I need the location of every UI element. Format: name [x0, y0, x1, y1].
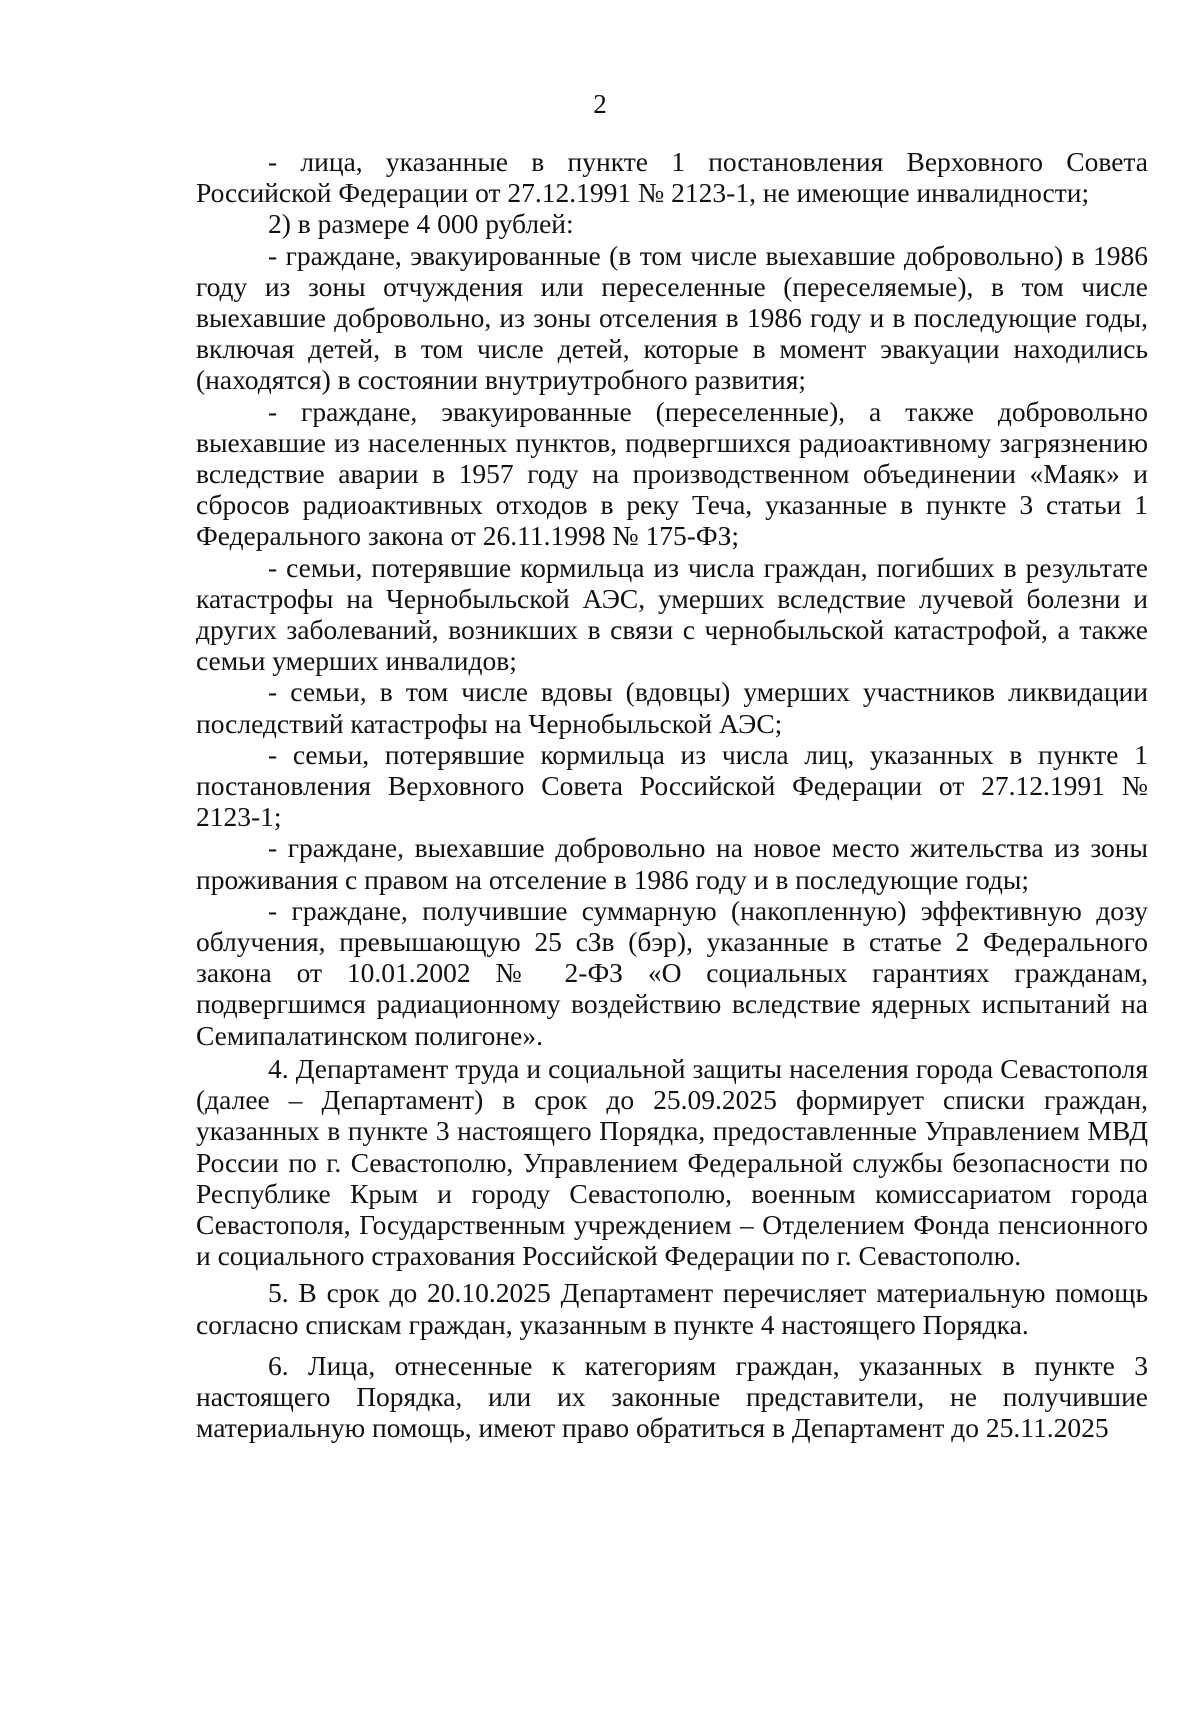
paragraph-point-6: 6. Лица, отнесенные к категориям граждан, указанных в пункте 3 настоящего Порядка, или их законные представители, не получившие материальную помощь, имеют право обратиться в Департамент до 25.11.2025	[196, 1349, 1148, 1444]
paragraph-liquidators-no-disability: - лица, указанные в пункте 1 постановления Верховного Совета Российской Федерации от 27.12.1991 № 2123-1, не имеющие инвалидности;	[196, 146, 1148, 209]
paragraph-families-lost-breadwinner-chernobyl: - семьи, потерявшие кормильца из числа граждан, погибших в результате катастрофы на Чернобыльской АЭС, умерших вследствие лучевой болезни и других заболеваний, возникших в связи с чернобыльской катастрофой, а также семьи умерших инвалидов;	[196, 551, 1148, 677]
paragraph-evacuated-1986: - граждане, эвакуированные (в том числе выехавшие добровольно) в 1986 году из зоны отчуждения или переселенные (переселяемые), в том числе выехавшие добровольно, из зоны отселения в 1986 году и в последующие годы, включая детей, в том числе детей, которые в момент эвакуации находились (находятся) в состоянии внутриутробного развития;	[196, 239, 1148, 396]
document-body	[196, 146, 1148, 1443]
page-number: 2	[593, 89, 607, 119]
paragraph-point-5: 5. В срок до 20.10.2025 Департамент перечисляет материальную помощь согласно спискам граждан, указанным в пункте 4 настоящего Порядка.	[196, 1277, 1148, 1340]
paragraph-point-4: 4. Департамент труда и социальной защиты населения города Севастополя (далее – Департамент) в срок до 25.09.2025 формирует списки граждан, указанных в пункте 3 настоящего Порядка, предоставленные Управлением МВД России по г. Севастополю, Управлением Федеральной службы безопасности по Республике Крым и городу Севастополю, военным комиссариатом города Севастополя, Государственным учреждением – Отделением Фонда пенсионного и социального страхования Российской Федерации по г. Севастополю.	[196, 1052, 1148, 1272]
paragraph-amount-4000: 2) в размере 4 000 рублей:	[268, 208, 574, 240]
paragraph-voluntary-relocation: - граждане, выехавшие добровольно на новое место жительства из зоны проживания с правом на отселение в 1986 году и в последующие годы;	[196, 832, 1148, 895]
paragraph-semipalatinsk-dose: - граждане, получившие суммарную (накопленную) эффективную дозу облучения, превышающую 25 сЗв (бэр), указанные в статье 2 Федерального закона от 10.01.2002 № 2-ФЗ «О социальных гарантиях гражданам, подвергшимся радиационному воздействию вследствие ядерных испытаний на Семипалатинском полигоне».	[196, 894, 1148, 1051]
paragraph-families-lost-breadwinner-2123: - семьи, потерявшие кормильца из числа лиц, указанных в пункте 1 постановления Верховного Совета Российской Федерации от 27.12.1991 № 2123-1;	[196, 738, 1148, 833]
paragraph-mayak-evacuated: - граждане, эвакуированные (переселенные), а также добровольно выехавшие из населенных пунктов, подвергшихся радиоактивному загрязнению вследствие аварии в 1957 году на производственном объединении «Маяк» и сбросов радиоактивных отходов в реку Теча, указанные в пункте 3 статьи 1 Федерального закона от 26.11.1998 № 175-ФЗ;	[196, 395, 1148, 552]
paragraph-widows-liquidators: - семьи, в том числе вдовы (вдовцы) умерших участников ликвидации последствий катастрофы на Чернобыльской АЭС;	[196, 676, 1148, 739]
